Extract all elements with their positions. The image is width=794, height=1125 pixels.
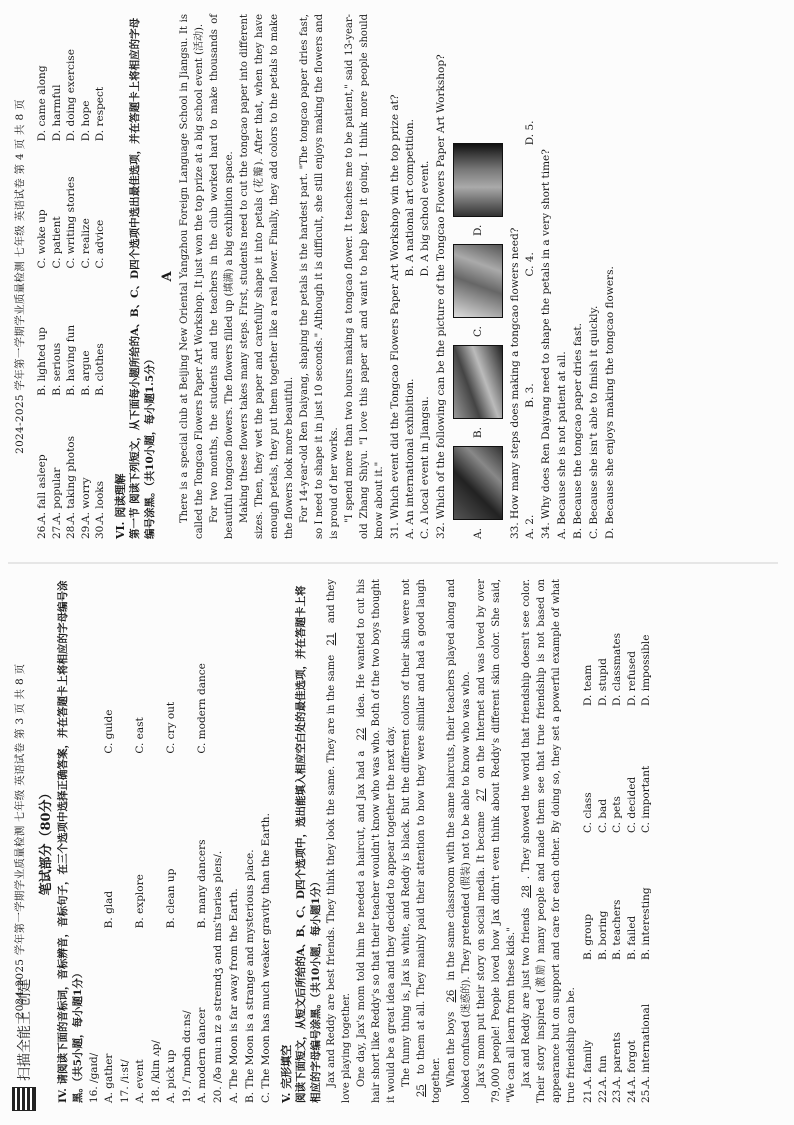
exam-page-3 xyxy=(0,565,794,1125)
option: A. pick up xyxy=(165,1049,177,1103)
blank-22: 22 xyxy=(356,727,367,741)
blank-25: 25 xyxy=(416,1084,427,1097)
option: C. east xyxy=(134,717,146,754)
blank-26: 26 xyxy=(446,989,457,1003)
question-31-options xyxy=(418,14,433,539)
photo-option-b xyxy=(453,345,503,419)
option: C. Because she isn't able to finish it quickly. xyxy=(587,305,600,539)
page-header: 2024-2025 学年第一学期学业质量检测 七年级 英语试卷 第 3 页 共 8 页 xyxy=(14,663,26,1019)
question-32-picture-options: A. B. C. D. xyxy=(453,14,503,539)
reading-paragraph: For 14-year-old Ren Daiyang, shaping the petals is the hardest part. "The tongcao paper dries fast, so I need to shape it in just 10 seconds." Although it is difficult, she still enjoys making the flowers and is proud of her works. xyxy=(298,14,340,539)
question-19-options xyxy=(195,579,210,1103)
option: A. modern dancer xyxy=(196,1007,208,1103)
question-18-options xyxy=(164,579,179,1103)
question-33-stem: 33. How many steps does making a tongcao flowers need? xyxy=(508,227,521,539)
question-16-stem: 16. /gaɪd/ xyxy=(88,1052,100,1103)
qr-code-icon xyxy=(12,1087,36,1111)
option: B. The Moon is a strange and mysterious place. xyxy=(244,849,256,1103)
option: B. many dancers xyxy=(196,839,208,929)
photo-option-c xyxy=(453,244,503,318)
cloze-paragraph: When the boys 26 in the same classroom with the same haircuts, their teachers played along and looked confused (迷惑的). They pretended (假装) not to be able to know who was who. xyxy=(446,579,472,1103)
cloze-options-21-25: 21. A. family B. group C. class D. team 22. A. fun B. boring C. bad D. stupid 23. A. parents B. teachers C. pets D. classmates 24. A. forgot B. failed C. decided D. refused 25. A. international B. interesting C. important D. impossible xyxy=(582,632,652,1103)
reading-paragraph: There is a special club at Beijing New Oriental Yangzhou Foreign Language School in Jiangsu. It is called the Tongcao Flowers Paper Art Workshop. It just won the top prize at a big school event (活动). xyxy=(178,14,205,539)
photo-option-d xyxy=(453,143,503,217)
option: C. modern dance xyxy=(196,663,208,754)
question-31-stem: 31. Which event did the Tongcao Flowers Paper Art Workshop win the top prize at? xyxy=(388,94,401,539)
watermark-text: 扫描全能王 创建 xyxy=(17,978,33,1081)
blank-28: 28 xyxy=(521,885,532,898)
option: D. 5. xyxy=(523,120,536,146)
question-18-stem: 18. /klɪn ʌp/ xyxy=(150,1040,162,1103)
option: B. glad xyxy=(103,890,115,929)
cloze-paragraph: Jax's mom put their story on social media. It became 27 on the Internet and was loved by over 79,000 people! People loved how Jax didn't even think about Reddy's different skin color. She said, "We can all learn from these kids." xyxy=(476,578,517,1103)
option: C. A local event in Jiangsu. xyxy=(418,396,431,539)
option: B. explore xyxy=(134,874,146,929)
option: D. Because she enjoys making the tongcao flowers. xyxy=(603,266,616,539)
option: A. gather xyxy=(103,1053,115,1103)
cloze-paragraph: Jax and Reddy are just two friends 28. They showed the world that friendship doesn't see color. Their story inspired (激励) many people and made them see that true friendship is not based on appearance but on support and care for each other. By doing so, they set a powerful example of what true friendship can be. xyxy=(521,579,577,1103)
question-20-stem: 20. /ðə muːn ɪz ə streɪndʒ ənd mɪsˈtɪəriəs pleɪs/. xyxy=(212,850,224,1103)
option: C. cry out xyxy=(165,701,177,754)
option: C. The Moon has much weaker gravity than the Earth. xyxy=(260,813,272,1103)
reading-paragraph: "I spend more than two hours making a tongcao flower. It teaches me to be patient," said 13-year-old Zhang Shiyu. "I love this paper art and want to help keep it going. I think more people should know about it." xyxy=(343,14,385,539)
scanner-watermark xyxy=(12,979,36,1111)
written-part-title: 笔试部分（80分） xyxy=(39,786,54,896)
question-33-options xyxy=(523,14,538,539)
question-17-options xyxy=(133,579,148,1103)
section-4-instructions: IV. 请阅读下面的音标词，音标辨音，音标句子，在三个选项中选择正确答案，并在答题卡上将相应的字母编号涂黑。（共5小题，每小题1分） xyxy=(57,580,84,1103)
question-17-stem: 17. /iːst/ xyxy=(119,1059,131,1103)
option: A. Because she is not patient at all. xyxy=(555,351,568,539)
cloze-paragraph: One day, Jax's mom told him he needed a haircut, and Jax had a 22 idea. He wanted to cut his hair short like Reddy's so that their teacher wouldn't know who was who. Both of the two boys thought it would be a great idea and they decided to appear together the next day. xyxy=(356,578,397,1103)
question-19-stem: 19. /ˈmɒdn dɑːns/ xyxy=(181,1010,193,1103)
option: C. 4. xyxy=(523,252,536,277)
option: A. An international exhibition. xyxy=(403,378,416,539)
option: B. clean up xyxy=(165,868,177,929)
section-6-instructions: 第一节 阅读下列短文，从下面每小题所给的A、B、C、D四个选项中选出最佳选项，并在答题卡上将相应的字母编号涂黑。（共10小题，每小题1.5分） xyxy=(128,17,156,539)
page-divider xyxy=(8,562,778,564)
cloze-options-26-30: 26. A. fall asleep B. lighted up C. woke up D. came along 27. A. popular B. serious C. patient D. harmful 28. A. taking photos B. having fun C. writing stories D. doing exercise 29. A. worry B. argue C. realize D. hope 30. A. looks B. clothes C. advice D. respect xyxy=(36,49,106,539)
cloze-paragraph: Jax and Reddy are best friends. They think they look the same. They are in the same 21 and they love playing together. xyxy=(326,579,352,1103)
reading-paragraph: Making these flowers takes many steps. First, students need to cut the tongcao paper into different sizes. Then, they wet the paper and carefully shape it into petals (花瓣). After that, when they have enough petals, they put them together like a real flower. Finally, they add colors to the petals to make the flowers look more beautiful. xyxy=(238,14,295,539)
option: A. 2. xyxy=(523,514,536,539)
blank-27: 27 xyxy=(476,788,487,802)
section-5-title: V. 完形填空 xyxy=(280,1044,293,1103)
question-16-options xyxy=(102,579,117,1103)
option: B. Because the tongcao paper dries fast. xyxy=(571,323,584,539)
reading-paragraph: For two months, the students and the teachers in the club worked hard to make thousands of beautiful tongcao flowers. The flowers filled up (填满) a big exhibition space. xyxy=(208,14,235,539)
option: D. A big school event. xyxy=(418,160,431,277)
option: C. guide xyxy=(103,709,115,754)
question-34-stem: 34. Why does Ren Daiyang need to shape the petals in a very short time? xyxy=(539,149,552,539)
option: A. event xyxy=(134,1059,146,1103)
passage-label: A xyxy=(159,271,175,282)
photo-option-a xyxy=(453,446,503,520)
option: B. A national art competition. xyxy=(403,119,416,277)
option: B. 3. xyxy=(523,383,536,408)
section-5-instructions: 阅读下面短文，从短文后所给的A、B、C、D四个选项中，选出能填入相应空白处的最佳选项，并在答题卡上将相应的字母编号涂黑。（共10小题，每小题1分） xyxy=(295,585,322,1103)
option: A. The Moon is far away from the Earth. xyxy=(228,888,240,1103)
page-header: 2024-2025 学年第一学期学业质量检测 七年级 英语试卷 第 4 页 共 8 页 xyxy=(14,99,26,454)
question-31-options xyxy=(403,14,418,539)
exam-page-4 xyxy=(0,0,794,559)
blank-21: 21 xyxy=(326,632,337,646)
question-32-stem: 32. Which of the following can be the picture of the Tongcao Flowers Paper Art Workshop? xyxy=(434,54,447,539)
cloze-paragraph: The funny thing is, Jax is white, and Reddy is black. But the different colors of their skin were not 25 to them at all. They mainly paid their attention to how they were similar and had a good laugh together. xyxy=(401,579,442,1103)
section-6-title: VI. 阅读理解 xyxy=(113,473,127,539)
